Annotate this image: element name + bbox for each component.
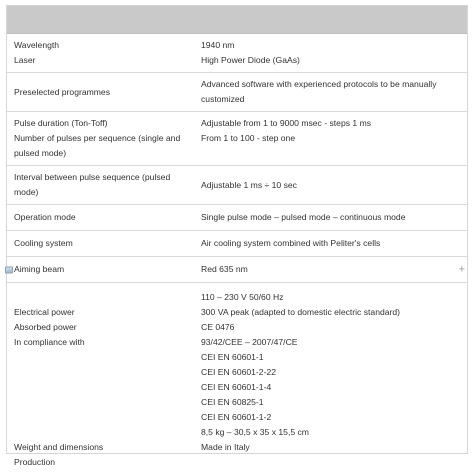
row-value-cell <box>193 34 467 72</box>
row-value-cell <box>193 73 467 111</box>
value-production: Made in Italy <box>201 442 250 452</box>
row-value-cell <box>193 112 467 165</box>
label-absorbed-power: Absorbed power <box>14 322 77 332</box>
label-laser: Laser <box>14 55 36 65</box>
value-laser: High Power Diode (GaAs) <box>201 55 300 65</box>
table-row-wavelength <box>7 34 467 73</box>
value-aiming-beam: Red 635 nm <box>201 264 248 274</box>
row-value-cell <box>193 205 467 230</box>
value-number-of-pulses: From 1 to 100 - step one <box>201 133 296 143</box>
label-in-compliance-with: In compliance with <box>14 337 85 347</box>
value-standard-5: CEI EN 60601-1-2 <box>201 412 272 422</box>
row-handle-icon[interactable] <box>5 266 13 273</box>
label-aiming-beam: Aiming beam <box>14 264 65 274</box>
table-row-electrical <box>7 283 467 474</box>
row-value-cell <box>193 231 467 256</box>
value-standard-4: CEI EN 60825-1 <box>201 397 264 407</box>
value-cooling-system: Air cooling system combined with Peliter's cells <box>201 238 381 248</box>
label-cooling-system: Cooling system <box>14 238 73 248</box>
label-electrical-power: Electrical power <box>14 307 75 317</box>
value-standard-2: CEI EN 60601-2-22 <box>201 367 276 377</box>
value-operation-mode: Single pulse mode – pulsed mode – continuous mode <box>201 212 406 222</box>
plus-icon[interactable]: + <box>458 263 465 275</box>
table-row-programmes <box>7 73 467 112</box>
label-interval: Interval between pulse sequence (pulsed mode) <box>14 172 171 197</box>
row-label-cell <box>7 205 193 230</box>
value-weight-dimensions: 8,5 kg – 30,5 x 35 x 15,5 cm <box>201 427 309 437</box>
table-row-operation-mode <box>7 205 467 231</box>
row-label-cell <box>7 34 193 72</box>
value-electrical-power: 110 – 230 V 50/60 Hz <box>201 292 284 302</box>
value-standard-3: CEI EN 60601-1-4 <box>201 382 272 392</box>
value-preselected-programmes: Advanced software with experienced protocols to be manually customized <box>201 79 437 104</box>
label-production: Production <box>14 457 56 467</box>
label-preselected-programmes: Preselected programmes <box>14 86 111 97</box>
row-value-cell <box>193 257 467 282</box>
row-label-cell <box>7 283 193 474</box>
label-number-of-pulses: Number of pulses per sequence (single and pulsed mode) <box>14 133 181 158</box>
value-absorbed-power: 300 VA peak (adapted to domestic electric standard) <box>201 307 401 317</box>
label-operation-mode: Operation mode <box>14 212 76 222</box>
table-header-bar <box>7 6 467 34</box>
row-label-cell <box>7 166 193 204</box>
value-ce-mark: CE 0476 <box>201 322 235 332</box>
row-value-cell <box>193 283 467 474</box>
value-wavelength: 1940 nm <box>201 40 235 50</box>
table-row-interval <box>7 166 467 205</box>
table-row-aiming-beam <box>7 257 467 283</box>
label-wavelength: Wavelength <box>14 40 60 50</box>
row-label-cell <box>7 112 193 165</box>
value-standard-1: CEI EN 60601-1 <box>201 352 264 362</box>
table-row-cooling <box>7 231 467 257</box>
spec-table <box>6 5 468 467</box>
label-pulse-duration: Pulse duration (Ton-Toff) <box>14 118 108 128</box>
value-interval: Adjustable 1 ms ÷ 10 sec <box>201 179 297 190</box>
row-label-cell <box>7 73 193 111</box>
row-label-cell <box>7 231 193 256</box>
row-label-cell <box>7 257 193 282</box>
table-row-pulse <box>7 112 467 166</box>
row-value-cell <box>193 166 467 204</box>
label-weight-dimensions: Weight and dimensions <box>14 442 104 452</box>
value-pulse-duration: Adjustable from 1 to 9000 msec - steps 1 ms <box>201 118 372 128</box>
value-directive: 93/42/CEE – 2007/47/CE <box>201 337 298 347</box>
